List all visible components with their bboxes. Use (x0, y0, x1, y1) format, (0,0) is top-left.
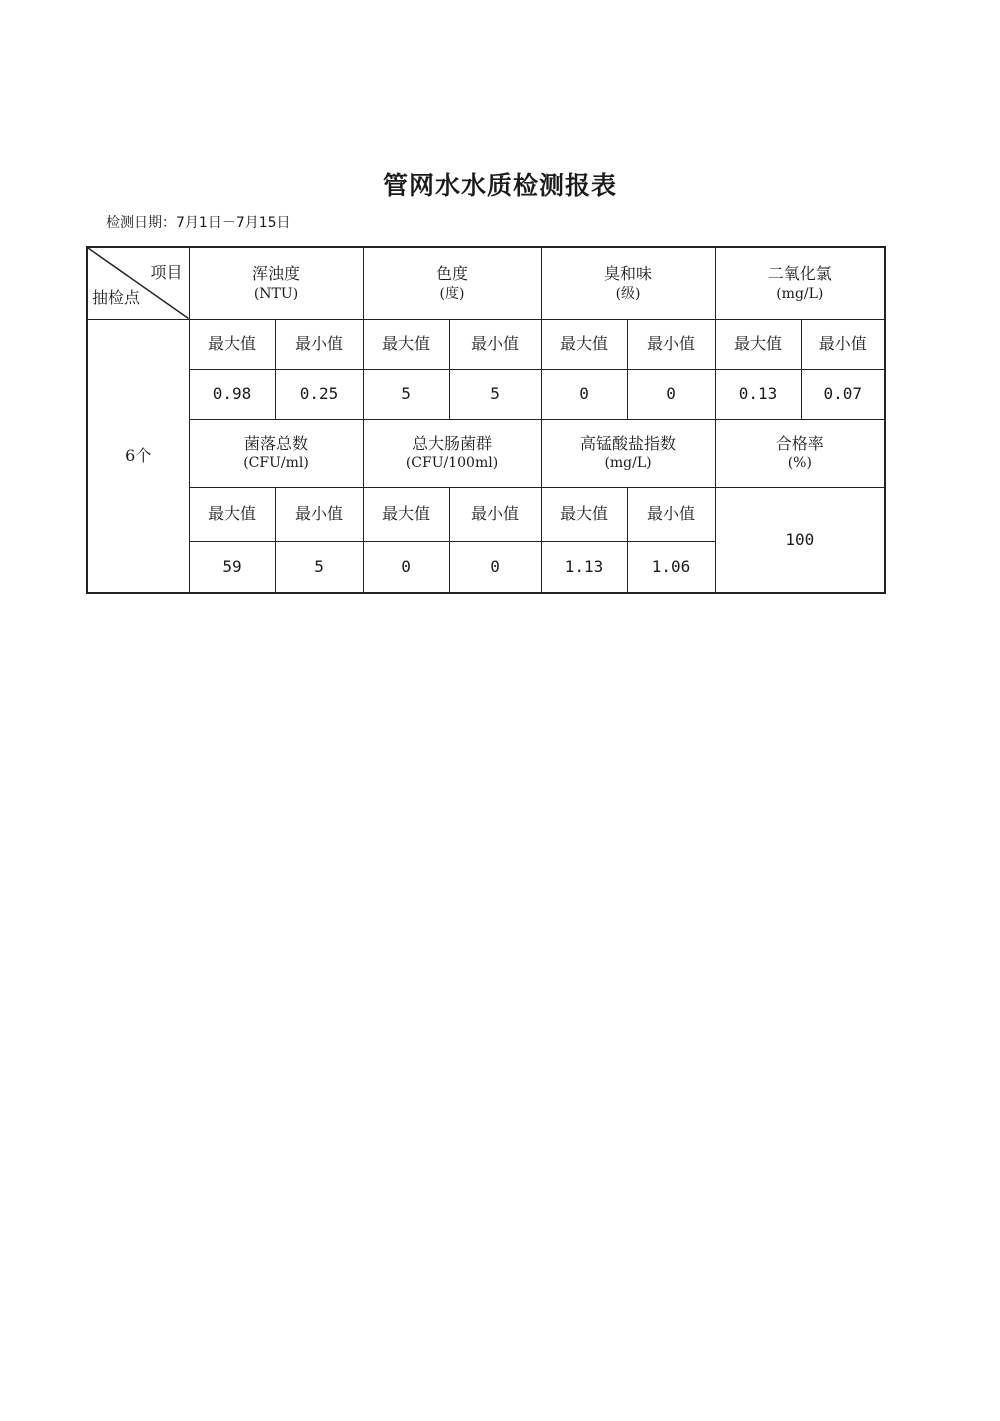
label-min: 最小值 (275, 487, 363, 541)
header-unit: (mg/L) (604, 455, 652, 472)
header-name: 总大肠菌群 (412, 433, 493, 453)
header-unit: (NTU) (253, 285, 299, 302)
header-colony-count (189, 419, 363, 487)
value-cell: 5 (363, 369, 449, 419)
label-min: 最小值 (449, 487, 541, 541)
value-cell: 0 (363, 541, 449, 593)
header-name: 菌落总数 (244, 433, 309, 453)
header-permanganate-index (541, 419, 715, 487)
label-min: 最小值 (627, 487, 715, 541)
sample-points-cell: 6个 (87, 319, 189, 593)
value-cell: 59 (189, 541, 275, 593)
value-cell: 0 (627, 369, 715, 419)
header-name: 二氧化氯 (767, 264, 832, 283)
header-unit: (mg/L) (776, 285, 824, 302)
label-max: 最大值 (715, 319, 801, 369)
label-max: 最大值 (541, 319, 627, 369)
header-turbidity (189, 247, 363, 319)
value-cell: 5 (275, 541, 363, 593)
inspection-date: 检测日期：7月1日－7月15日 (106, 215, 291, 231)
label-min: 最小值 (801, 319, 885, 369)
label-min: 最小值 (275, 319, 363, 369)
header-unit: (CFU/100ml) (405, 455, 499, 472)
report-title: 管网水水质检测报表 (382, 171, 617, 200)
value-cell: 0.25 (275, 369, 363, 419)
label-max: 最大值 (363, 487, 449, 541)
header-name: 合格率 (775, 433, 824, 453)
header-name: 浑浊度 (252, 264, 301, 283)
corner-point-label: 抽检点 (92, 287, 141, 307)
header-chroma (363, 247, 541, 319)
label-max: 最大值 (541, 487, 627, 541)
header-chlorine-dioxide (715, 247, 885, 319)
header-name: 臭和味 (604, 264, 653, 283)
label-min: 最小值 (449, 319, 541, 369)
corner-header (87, 247, 189, 319)
value-cell: 1.13 (541, 541, 627, 593)
header-unit: (级) (615, 285, 641, 302)
header-unit: (%) (787, 455, 812, 472)
label-max: 最大值 (363, 319, 449, 369)
value-cell: 0 (541, 369, 627, 419)
value-cell: 0 (449, 541, 541, 593)
label-max: 最大值 (189, 319, 275, 369)
label-min: 最小值 (627, 319, 715, 369)
value-cell: 5 (449, 369, 541, 419)
label-max: 最大值 (189, 487, 275, 541)
header-unit: (度) (439, 285, 465, 302)
value-cell: 1.06 (627, 541, 715, 593)
pass-rate-value: 100 (715, 487, 885, 593)
value-cell: 0.07 (801, 369, 885, 419)
water-quality-table (86, 246, 886, 594)
value-cell: 0.98 (189, 369, 275, 419)
value-cell: 0.13 (715, 369, 801, 419)
header-odor (541, 247, 715, 319)
header-name: 高锰酸盐指数 (580, 433, 677, 453)
corner-item-label: 项目 (150, 263, 183, 282)
header-name: 色度 (436, 264, 469, 283)
header-unit: (CFU/ml) (243, 455, 309, 472)
header-coliform (363, 419, 541, 487)
header-pass-rate (715, 419, 885, 487)
